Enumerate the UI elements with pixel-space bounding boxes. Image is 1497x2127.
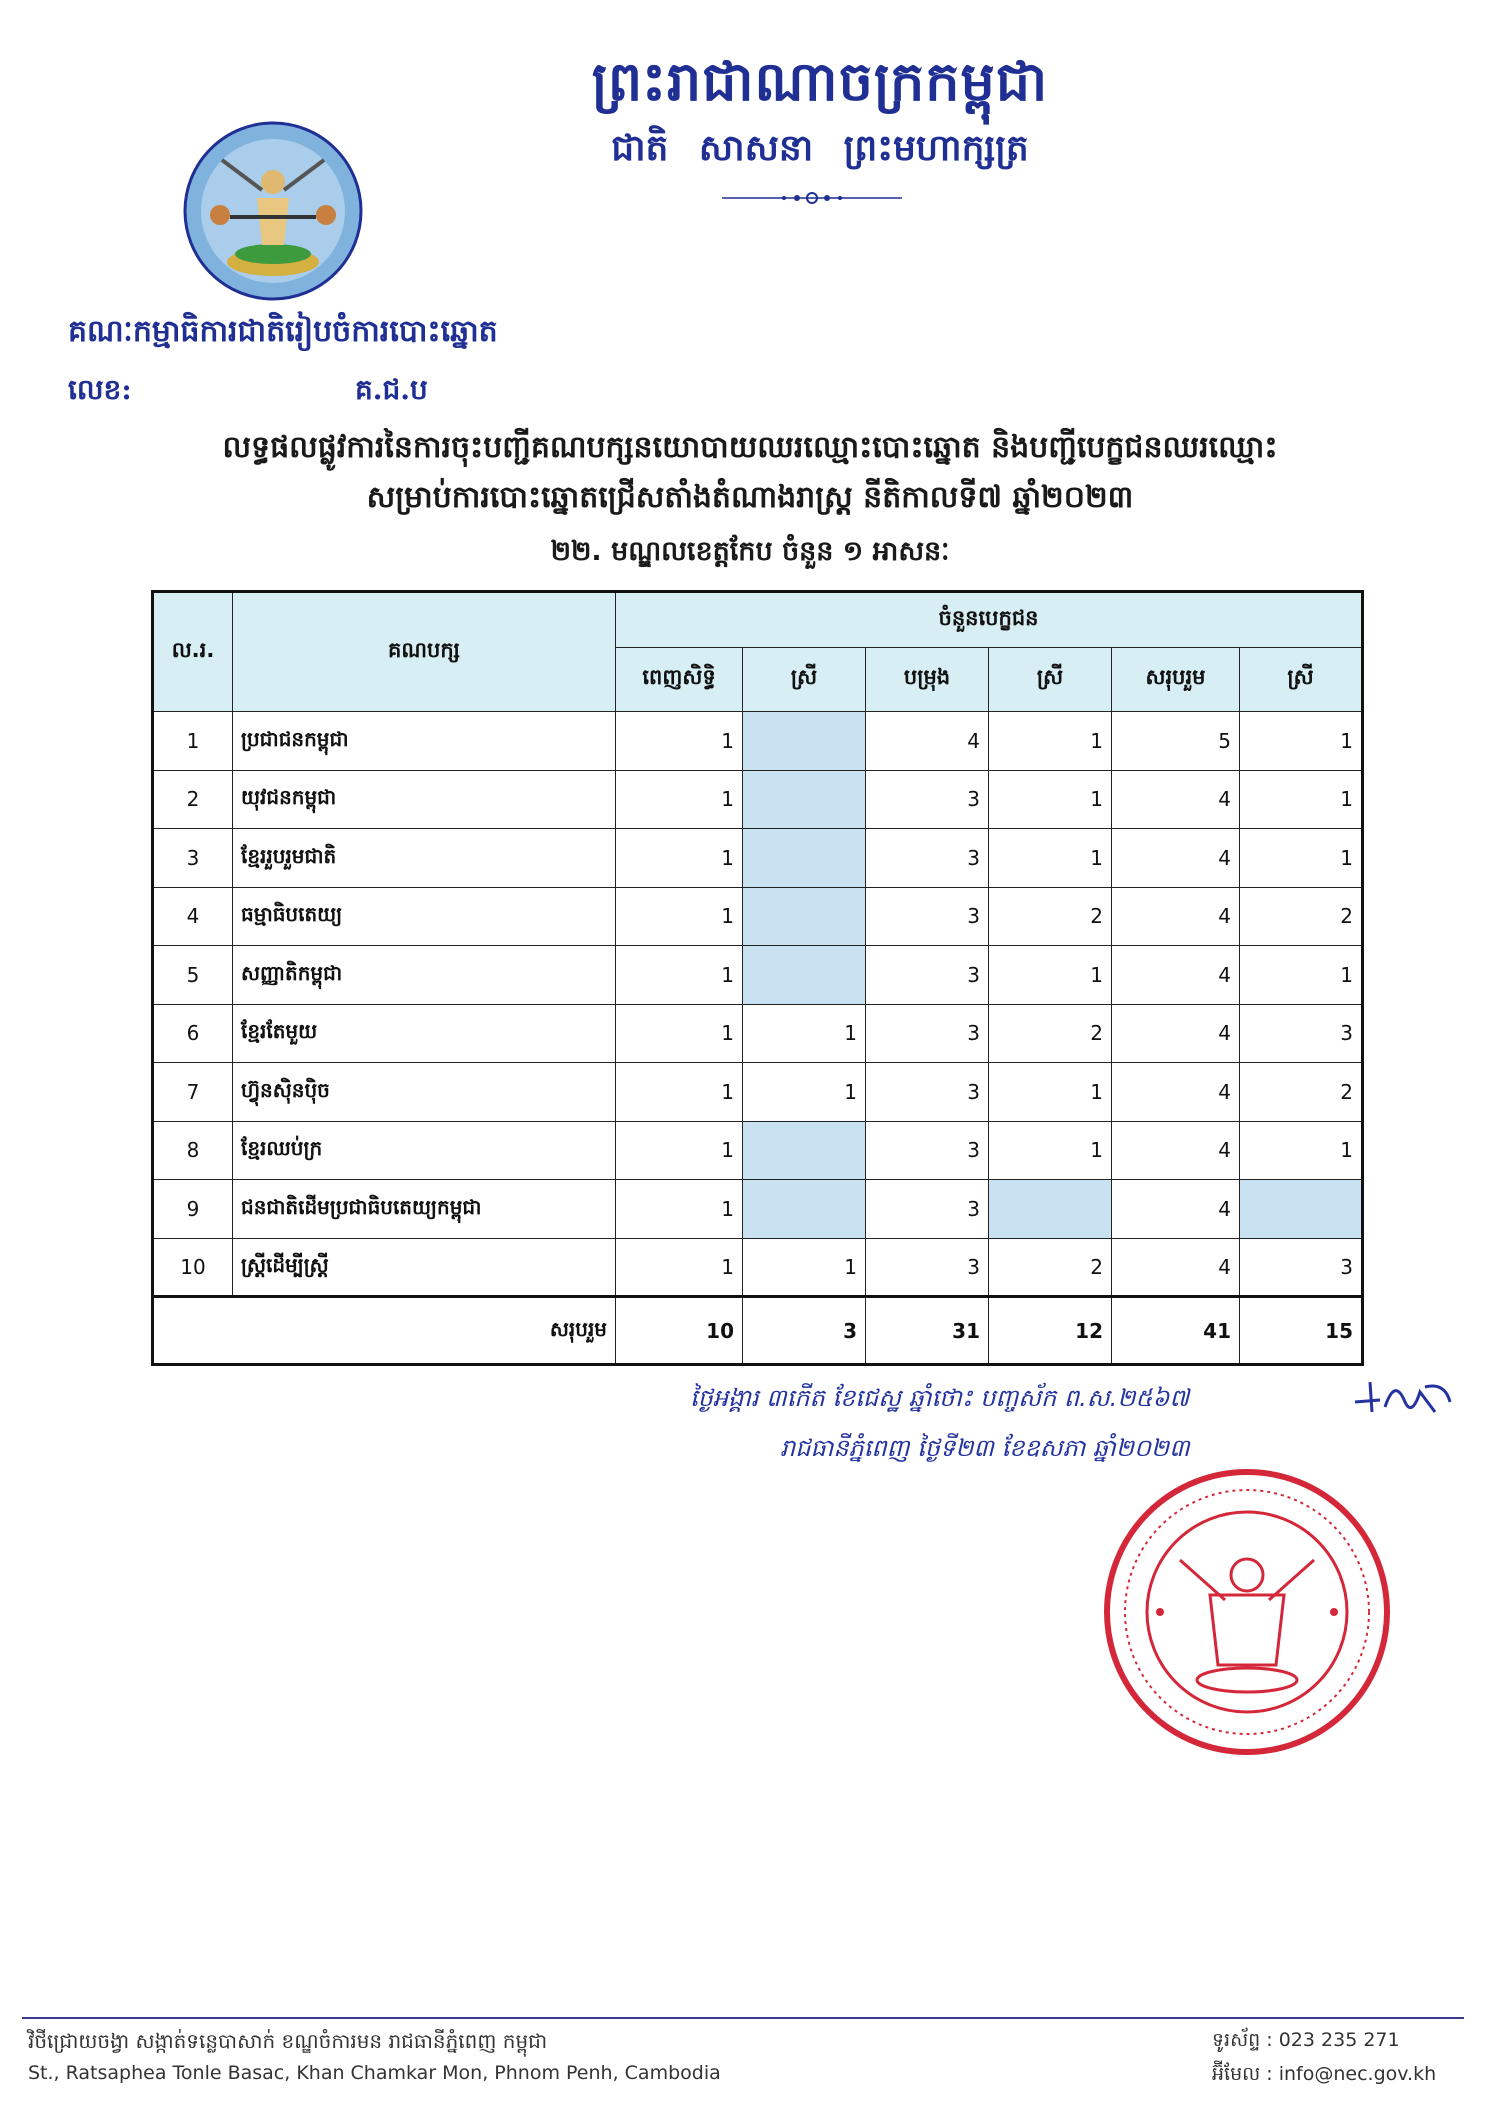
- kingdom-title: ព្រះរាជាណាចក្រកម្ពុជា: [591, 49, 1049, 113]
- reserve-count: 3: [866, 1004, 989, 1063]
- total-female-count: 1: [1240, 712, 1363, 771]
- col-header-total: សរុបរួម: [1112, 648, 1240, 712]
- full-count: 1: [616, 1063, 743, 1122]
- reserve-count: 3: [866, 1121, 989, 1180]
- lunar-date: ថ្ងៃអង្គារ ៣កើត ខែជេស្ឋ ឆ្នាំថោះ បញ្ចស័ក ព.ស.២៥៦៧: [690, 1384, 1190, 1412]
- reserve-count: 3: [866, 1238, 989, 1297]
- party-name: ខ្មែររួបរួមជាតិ: [233, 829, 616, 888]
- reserve-female-count: 1: [989, 712, 1112, 771]
- col-header-reserve: បម្រុង: [866, 648, 989, 712]
- total-female-count: 1: [1240, 829, 1363, 888]
- total-reserve-female: 12: [989, 1297, 1112, 1365]
- row-number: 8: [153, 1121, 233, 1180]
- reserve-count: 3: [866, 770, 989, 829]
- table-row: [153, 829, 1363, 888]
- reserve-female-count: 1: [989, 770, 1112, 829]
- full-count: 1: [616, 887, 743, 946]
- reserve-female-count: 2: [989, 887, 1112, 946]
- total-female-count: 2: [1240, 1063, 1363, 1122]
- table-row: [153, 946, 1363, 1005]
- col-header-reserve-female: ស្រី: [989, 648, 1112, 712]
- total-count: 5: [1112, 712, 1240, 771]
- footer-divider: [22, 2017, 1464, 2019]
- full-female-count: [743, 829, 866, 888]
- party-name: សញ្ញាតិកម្ពុជា: [233, 946, 616, 1005]
- total-count: 4: [1112, 1004, 1240, 1063]
- official-seal: [1100, 1465, 1395, 1760]
- footer-address-en: St., Ratsaphea Tonle Basac, Khan Chamkar Mon, Phnom Penh, Cambodia: [28, 2062, 721, 2084]
- total-count: 4: [1112, 1121, 1240, 1180]
- total-count: 4: [1112, 946, 1240, 1005]
- total-count: 4: [1112, 1180, 1240, 1239]
- full-female-count: [743, 1180, 866, 1239]
- table-row: [153, 1004, 1363, 1063]
- reserve-count: 3: [866, 1063, 989, 1122]
- full-count: 1: [616, 712, 743, 771]
- ornament-divider: [722, 188, 902, 208]
- reserve-count: 3: [866, 829, 989, 888]
- col-header-total-female: ស្រី: [1240, 648, 1363, 712]
- party-name: ជនជាតិដើមប្រជាធិបតេយ្យកម្ពុជា: [233, 1180, 616, 1239]
- footer-phone: ទូរស័ព្ទ : 023 235 271: [1212, 2029, 1400, 2051]
- row-number: 1: [153, 712, 233, 771]
- row-number: 9: [153, 1180, 233, 1239]
- total-female-count: 1: [1240, 946, 1363, 1005]
- reserve-female-count: 2: [989, 1004, 1112, 1063]
- row-number: 3: [153, 829, 233, 888]
- results-table: [151, 590, 1364, 1366]
- full-count: 1: [616, 1180, 743, 1239]
- row-number: 4: [153, 887, 233, 946]
- party-name: ហ៊្វុនស៊ិនប៉ិច: [233, 1063, 616, 1122]
- full-count: 1: [616, 770, 743, 829]
- reserve-female-count: 1: [989, 1121, 1112, 1180]
- row-number: 5: [153, 946, 233, 1005]
- total-count: 4: [1112, 829, 1240, 888]
- document-title-line2: សម្រាប់ការបោះឆ្នោតជ្រើសតាំងតំណាងរាស្ត្រ នីតិកាលទី៧ ឆ្នាំ២០២៣: [366, 480, 1134, 515]
- full-count: 1: [616, 1121, 743, 1180]
- reference-number: គ.ជ.ប: [355, 373, 428, 406]
- party-name: ប្រជាជនកម្ពុជា: [233, 712, 616, 771]
- table-row: [153, 1121, 1363, 1180]
- reserve-female-count: 1: [989, 1063, 1112, 1122]
- party-name: ស្ត្រីដើម្បីស្ត្រី: [233, 1238, 616, 1297]
- table-row: [153, 712, 1363, 771]
- full-female-count: 1: [743, 1004, 866, 1063]
- table-row: [153, 887, 1363, 946]
- solar-date: រាជធានីភ្នំពេញ ថ្ងៃទី២៣ ខែឧសភា ឆ្នាំ២០២៣: [780, 1434, 1190, 1462]
- row-number: 6: [153, 1004, 233, 1063]
- full-female-count: [743, 712, 866, 771]
- row-number: 10: [153, 1238, 233, 1297]
- row-number: 2: [153, 770, 233, 829]
- reserve-count: 3: [866, 946, 989, 1005]
- signature-mark: [1350, 1372, 1460, 1422]
- total-count: 4: [1112, 1238, 1240, 1297]
- national-motto: ជាតិ សាសនា ព្រះមហាក្សត្រ: [611, 127, 1029, 169]
- constituency-subtitle: ២២. មណ្ឌលខេត្តកែប ចំនួន ១ អាសនៈ: [550, 536, 950, 567]
- reference-label: លេខ:: [68, 373, 132, 406]
- total-full: 10: [616, 1297, 743, 1365]
- document-title-line1: លទ្ធផលផ្លូវការនៃការចុះបញ្ជីគណបក្សនយោបាយឈរឈ្មោះបោះឆ្នោត និងបញ្ជីបេក្ខជនឈរឈ្មោះ: [222, 430, 1278, 465]
- total-reserve: 31: [866, 1297, 989, 1365]
- total-female-count: [1240, 1180, 1363, 1239]
- table-row: [153, 1238, 1363, 1297]
- totals-row: [153, 1297, 1363, 1365]
- full-female-count: 1: [743, 1238, 866, 1297]
- col-header-full: ពេញសិទ្ធិ: [616, 648, 743, 712]
- organization-name: គណៈកម្មាធិការជាតិរៀបចំការបោះឆ្នោត: [68, 314, 498, 349]
- total-female-count: 1: [1240, 1121, 1363, 1180]
- full-female-count: [743, 1121, 866, 1180]
- total-female-count: 3: [1240, 1004, 1363, 1063]
- reserve-female-count: [989, 1180, 1112, 1239]
- full-female-count: [743, 887, 866, 946]
- party-name: ខ្មែរតែមួយ: [233, 1004, 616, 1063]
- total-female-count: 3: [1240, 1238, 1363, 1297]
- totals-label: សរុបរួម: [153, 1297, 616, 1365]
- col-header-no: ល.រ.: [153, 592, 233, 712]
- full-female-count: [743, 946, 866, 1005]
- total-count: 4: [1112, 1063, 1240, 1122]
- full-female-count: [743, 770, 866, 829]
- nec-logo: [182, 120, 364, 302]
- total-count: 4: [1112, 770, 1240, 829]
- full-female-count: 1: [743, 1063, 866, 1122]
- total-count: 4: [1112, 887, 1240, 946]
- full-count: 1: [616, 829, 743, 888]
- row-number: 7: [153, 1063, 233, 1122]
- footer-address-km: វិថីជ្រោយចង្វា សង្កាត់ទន្លេបាសាក់ ខណ្ឌចំការមន រាជធានីភ្នំពេញ កម្ពុជា: [28, 2029, 548, 2053]
- full-count: 1: [616, 946, 743, 1005]
- party-name: ខ្មែរឈប់ក្រ: [233, 1121, 616, 1180]
- reserve-count: 3: [866, 887, 989, 946]
- table-row: [153, 1063, 1363, 1122]
- total-female-count: 2: [1240, 887, 1363, 946]
- col-header-full-female: ស្រី: [743, 648, 866, 712]
- reserve-female-count: 1: [989, 829, 1112, 888]
- col-header-candidates: ចំនួនបេក្ខជន: [616, 592, 1363, 648]
- footer-email: អ៊ីមែល : info@nec.gov.kh: [1212, 2063, 1437, 2085]
- table-row: [153, 1180, 1363, 1239]
- total-total-female: 15: [1240, 1297, 1363, 1365]
- total-full-female: 3: [743, 1297, 866, 1365]
- party-name: យុវជនកម្ពុជា: [233, 770, 616, 829]
- col-header-party: គណបក្ស: [233, 592, 616, 712]
- reserve-female-count: 1: [989, 946, 1112, 1005]
- full-count: 1: [616, 1004, 743, 1063]
- party-name: ធម្មាធិបតេយ្យ: [233, 887, 616, 946]
- total-female-count: 1: [1240, 770, 1363, 829]
- total-total: 41: [1112, 1297, 1240, 1365]
- reserve-female-count: 2: [989, 1238, 1112, 1297]
- full-count: 1: [616, 1238, 743, 1297]
- reserve-count: 4: [866, 712, 989, 771]
- table-row: [153, 770, 1363, 829]
- reserve-count: 3: [866, 1180, 989, 1239]
